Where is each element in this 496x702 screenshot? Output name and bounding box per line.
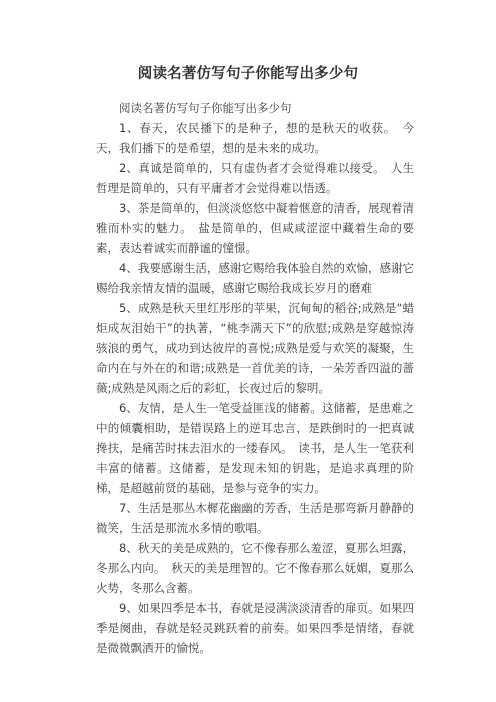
paragraph-1: 1、春天，农民播下的是种子，想的是秋天的收获。 今天，我们播下的是希望，想的是未来的成功。 xyxy=(96,121,414,155)
paragraph-4: 4、我要感谢生活，感谢它赐给我体验自然的欢愉，感谢它赐给我亲情友情的温暖，感谢它赐给我成长岁月的磨难 xyxy=(96,261,414,295)
document-body xyxy=(96,98,414,658)
paragraph-9: 9、如果四季是本书，春就是浸满淡淡清香的扉页。如果四季是阕曲，春就是轻灵跳跃着的前奏。如果四季是情绪，春就是微微飘洒开的愉悦。 xyxy=(96,601,414,655)
paragraph-2: 2、真诚是简单的，只有虚伪者才会觉得难以接受。 人生哲理是简单的，只有平庸者才会觉得难以悟透。 xyxy=(96,161,414,195)
paragraph-3: 3、茶是简单的，但淡淡悠悠中凝着惬意的清香，展现着清雅而朴实的魅力。 盐是简单的，但咸咸涩涩中藏着生命的要素，表达着诚实而静谧的憧憬。 xyxy=(96,201,414,255)
document-title: 阅读名著仿写句子你能写出多少句 xyxy=(137,66,359,82)
paragraph-8: 8、秋天的美是成熟的，它不像春那么羞涩，夏那么坦露，冬那么内向。 秋天的美是理智的。它不像春那么妩媚，夏那么火势，冬那么含蓄。 xyxy=(96,541,414,595)
paragraph-7: 7、生活是那丛木樨花幽幽的芳香，生活是那弯新月静静的微笑，生活是那流水多情的歌唱。 xyxy=(96,501,414,535)
paragraph-6: 6、友情，是人生一笔受益匪浅的储蓄。这储蓄，是患难之中的倾囊相助，是错误路上的逆耳忠言，是跌倒时的一把真诚搀扶，是痛苦时抹去泪水的一缕春风。 读书，是人生一笔获利丰富的储蓄。这储蓄，是发现未知的钥匙，是追求真理的阶梯，是超越前贤的基础，是参与竞争的实力。 xyxy=(96,401,414,495)
paragraph-5: 5、成熟是秋天里红彤彤的苹果，沉甸甸的稻谷;成熟是“蜡炬成灰泪始干”的执著，“桃李满天下”的欣慰;成熟是穿越惊涛骇浪的勇气，成功到达彼岸的喜悦;成熟是爱与欢笑的凝聚，生命内在与外在的和谐;成熟是一首优美的诗，一朵芳香四溢的蔷薇;成熟是风雨之后的彩虹，长夜过后的黎明。 xyxy=(96,301,414,395)
paragraph-intro: 阅读名著仿写句子你能写出多少句 xyxy=(119,101,292,115)
